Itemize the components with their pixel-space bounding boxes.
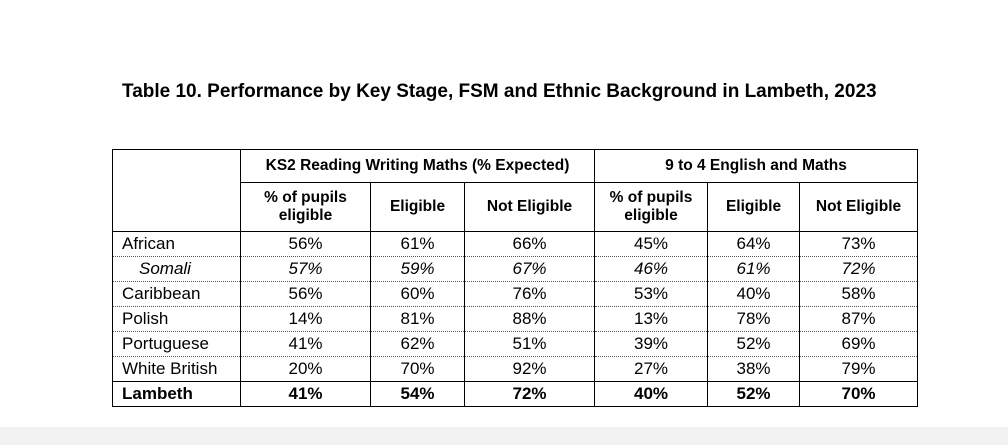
table-cell: 54% [371, 382, 465, 407]
row-label: White British [113, 357, 241, 382]
table-cell: 59% [371, 257, 465, 282]
table-cell: 79% [800, 357, 918, 382]
row-label: Portuguese [113, 332, 241, 357]
table-cell: 38% [708, 357, 800, 382]
column-header: Not Eligible [465, 183, 595, 232]
table-cell: 61% [371, 232, 465, 257]
group-header-row [113, 150, 918, 183]
row-label: Caribbean [113, 282, 241, 307]
table-cell: 13% [595, 307, 708, 332]
table-cell: 70% [371, 357, 465, 382]
table-cell: 56% [241, 282, 371, 307]
table-cell: 51% [465, 332, 595, 357]
table-cell: 27% [595, 357, 708, 382]
table-cell: 52% [708, 382, 800, 407]
table-cell: 92% [465, 357, 595, 382]
table-cell: 70% [800, 382, 918, 407]
table-cell: 87% [800, 307, 918, 332]
row-label: Somali [113, 257, 241, 282]
table-cell: 45% [595, 232, 708, 257]
table-title: Table 10. Performance by Key Stage, FSM and Ethnic Background in Lambeth, 2023 [122, 81, 877, 102]
table-row [113, 357, 918, 382]
table-cell: 57% [241, 257, 371, 282]
table-cell: 56% [241, 232, 371, 257]
table-cell: 53% [595, 282, 708, 307]
group-header-ks2: KS2 Reading Writing Maths (% Expected) [241, 150, 595, 183]
table-cell: 39% [595, 332, 708, 357]
corner-cell [113, 150, 241, 232]
table-cell: 40% [595, 382, 708, 407]
row-label: African [113, 232, 241, 257]
table-cell: 72% [800, 257, 918, 282]
performance-table [112, 149, 918, 407]
column-header: Eligible [708, 183, 800, 232]
column-header: Not Eligible [800, 183, 918, 232]
table-cell: 67% [465, 257, 595, 282]
column-header: % of pupils eligible [241, 183, 371, 232]
group-header-gcse: 9 to 4 English and Maths [595, 150, 918, 183]
table-cell: 41% [241, 382, 371, 407]
table-row-total [113, 382, 918, 407]
table-cell: 88% [465, 307, 595, 332]
table-cell: 62% [371, 332, 465, 357]
table-cell: 60% [371, 282, 465, 307]
table-row [113, 282, 918, 307]
table-cell: 46% [595, 257, 708, 282]
page-bottom-band [0, 427, 1008, 445]
table-cell: 69% [800, 332, 918, 357]
table-cell: 61% [708, 257, 800, 282]
row-label: Lambeth [113, 382, 241, 407]
table-cell: 72% [465, 382, 595, 407]
table-cell: 40% [708, 282, 800, 307]
column-header: Eligible [371, 183, 465, 232]
table-cell: 52% [708, 332, 800, 357]
row-label: Polish [113, 307, 241, 332]
table-cell: 66% [465, 232, 595, 257]
table-cell: 73% [800, 232, 918, 257]
table-row [113, 232, 918, 257]
table-cell: 41% [241, 332, 371, 357]
table-cell: 81% [371, 307, 465, 332]
table-cell: 20% [241, 357, 371, 382]
column-header: % of pupils eligible [595, 183, 708, 232]
table-cell: 64% [708, 232, 800, 257]
table-row [113, 257, 918, 282]
table-row [113, 307, 918, 332]
table-cell: 78% [708, 307, 800, 332]
table-cell: 76% [465, 282, 595, 307]
table-cell: 14% [241, 307, 371, 332]
table-row [113, 332, 918, 357]
table-cell: 58% [800, 282, 918, 307]
